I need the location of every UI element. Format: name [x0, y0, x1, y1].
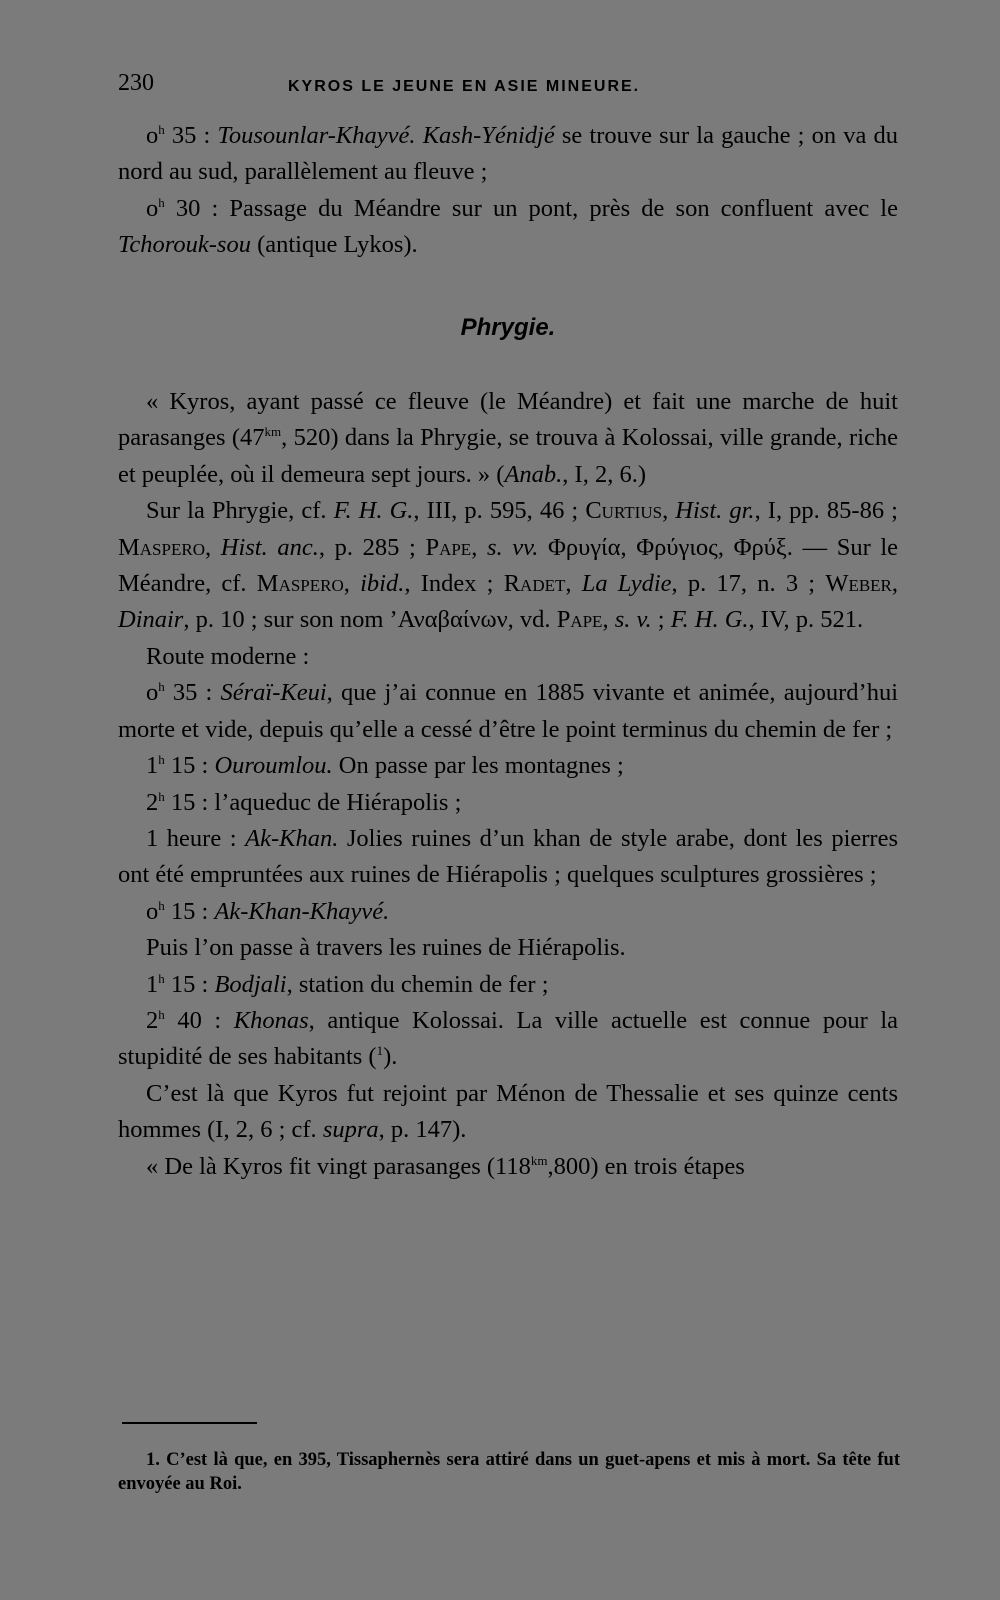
page-number: 230 [118, 70, 154, 96]
section-heading: Phrygie. [460, 313, 556, 341]
page-body [118, 118, 898, 1185]
paragraph-route-3: $o^h$ 35 : Séraï-Keui, que j’ai connue en 1885 vivante et animée, aujourd’hui morte et vide, depuis qu’elle a cessé d’être le point terminus du chemin de fer ; [118, 679, 898, 743]
paragraph-route-6: 1 heure : Ak-Khan. Jolies ruines d’un khan de style arabe, dont les pierres ont été empruntées aux ruines de Hiérapolis ; quelques sculptures grossières ; [118, 824, 898, 889]
paragraph-route-1: $o^h$ 35 : Tousounlar-Khayvé. Kash-Yénidjé se trouve sur la gauche ; on va du nord au sud, parallèlement au fleuve ; [118, 122, 898, 186]
paragraph-route-10: 2$^h$ 40 : Khonas, antique Kolossai. La ville actuelle est connue pour la stupidité de ses habitants ($^1$). [118, 1006, 898, 1071]
paragraph-modern-route-title: Route moderne : [146, 642, 310, 670]
paragraph-references: Sur la Phrygie, cf. F. H. G., III, p. 595, 46 ; Curtius, Hist. gr., I, pp. 85-86 ; Maspero, Hist. anc., p. 285 ; Pape, s. vv. Φρυγία, Φρύγιος, Φρύξ. — Sur le Méandre, cf. Maspero, ibid., Index ; Radet, La Lydie, p. 17, n. 3 ; Weber, Dinair, p. 10 ; sur son nom ’Αναβαίνων, vd. Pape, s. v. ; F. H. G., IV, p. 521. [118, 497, 899, 634]
paragraph-route-4: 1$^h$ 15 : Ouroumlou. On passe par les montagnes ; [146, 752, 624, 780]
paragraph-final: « De là Kyros fit vingt parasanges $(118^{km},800)$ en trois étapes [146, 1152, 745, 1180]
paragraph-quote: « Kyros, ayant passé ce fleuve (le Méandre) et fait une marche de huit parasanges ($47^{km}$, 520) dans la Phrygie, se trouva à Kolossai, ville grande, riche et peuplée, où il demeura sept jours. » (Anab., I, 2, 6.) [118, 388, 898, 488]
footnote: 1. C’est là que, en 395, Tissaphernès sera attiré dans un guet-apens et mis à mort. Sa tête fut envoyée au Roi. [118, 1450, 900, 1494]
page-header [118, 70, 898, 106]
footnote-rule [122, 1422, 257, 1424]
paragraph-route-8: Puis l’on passe à travers les ruines de Hiérapolis. [146, 934, 626, 962]
paragraph-route-9: 1$^h$ 15 : Bodjali, station du chemin de fer ; [146, 970, 549, 998]
paragraph-route-5: 2$^h$ 15 : l’aqueduc de Hiérapolis ; [146, 788, 462, 816]
running-head: KYROS LE JEUNE EN ASIE MINEURE. [288, 78, 641, 95]
paragraph-route-2: $o^h$ 30 : Passage du Méandre sur un pont, près de son confluent avec le Tchorouk-sou (antique Lykos). [118, 194, 898, 259]
paragraph-route-7: $o^h$ 15 : Ak-Khan-Khayvé. [146, 897, 390, 925]
paragraph-menon: C’est là que Kyros fut rejoint par Ménon de Thessalie et ses quinze cents hommes (I, 2, 6 ; cf. supra, p. 147). [118, 1079, 898, 1144]
